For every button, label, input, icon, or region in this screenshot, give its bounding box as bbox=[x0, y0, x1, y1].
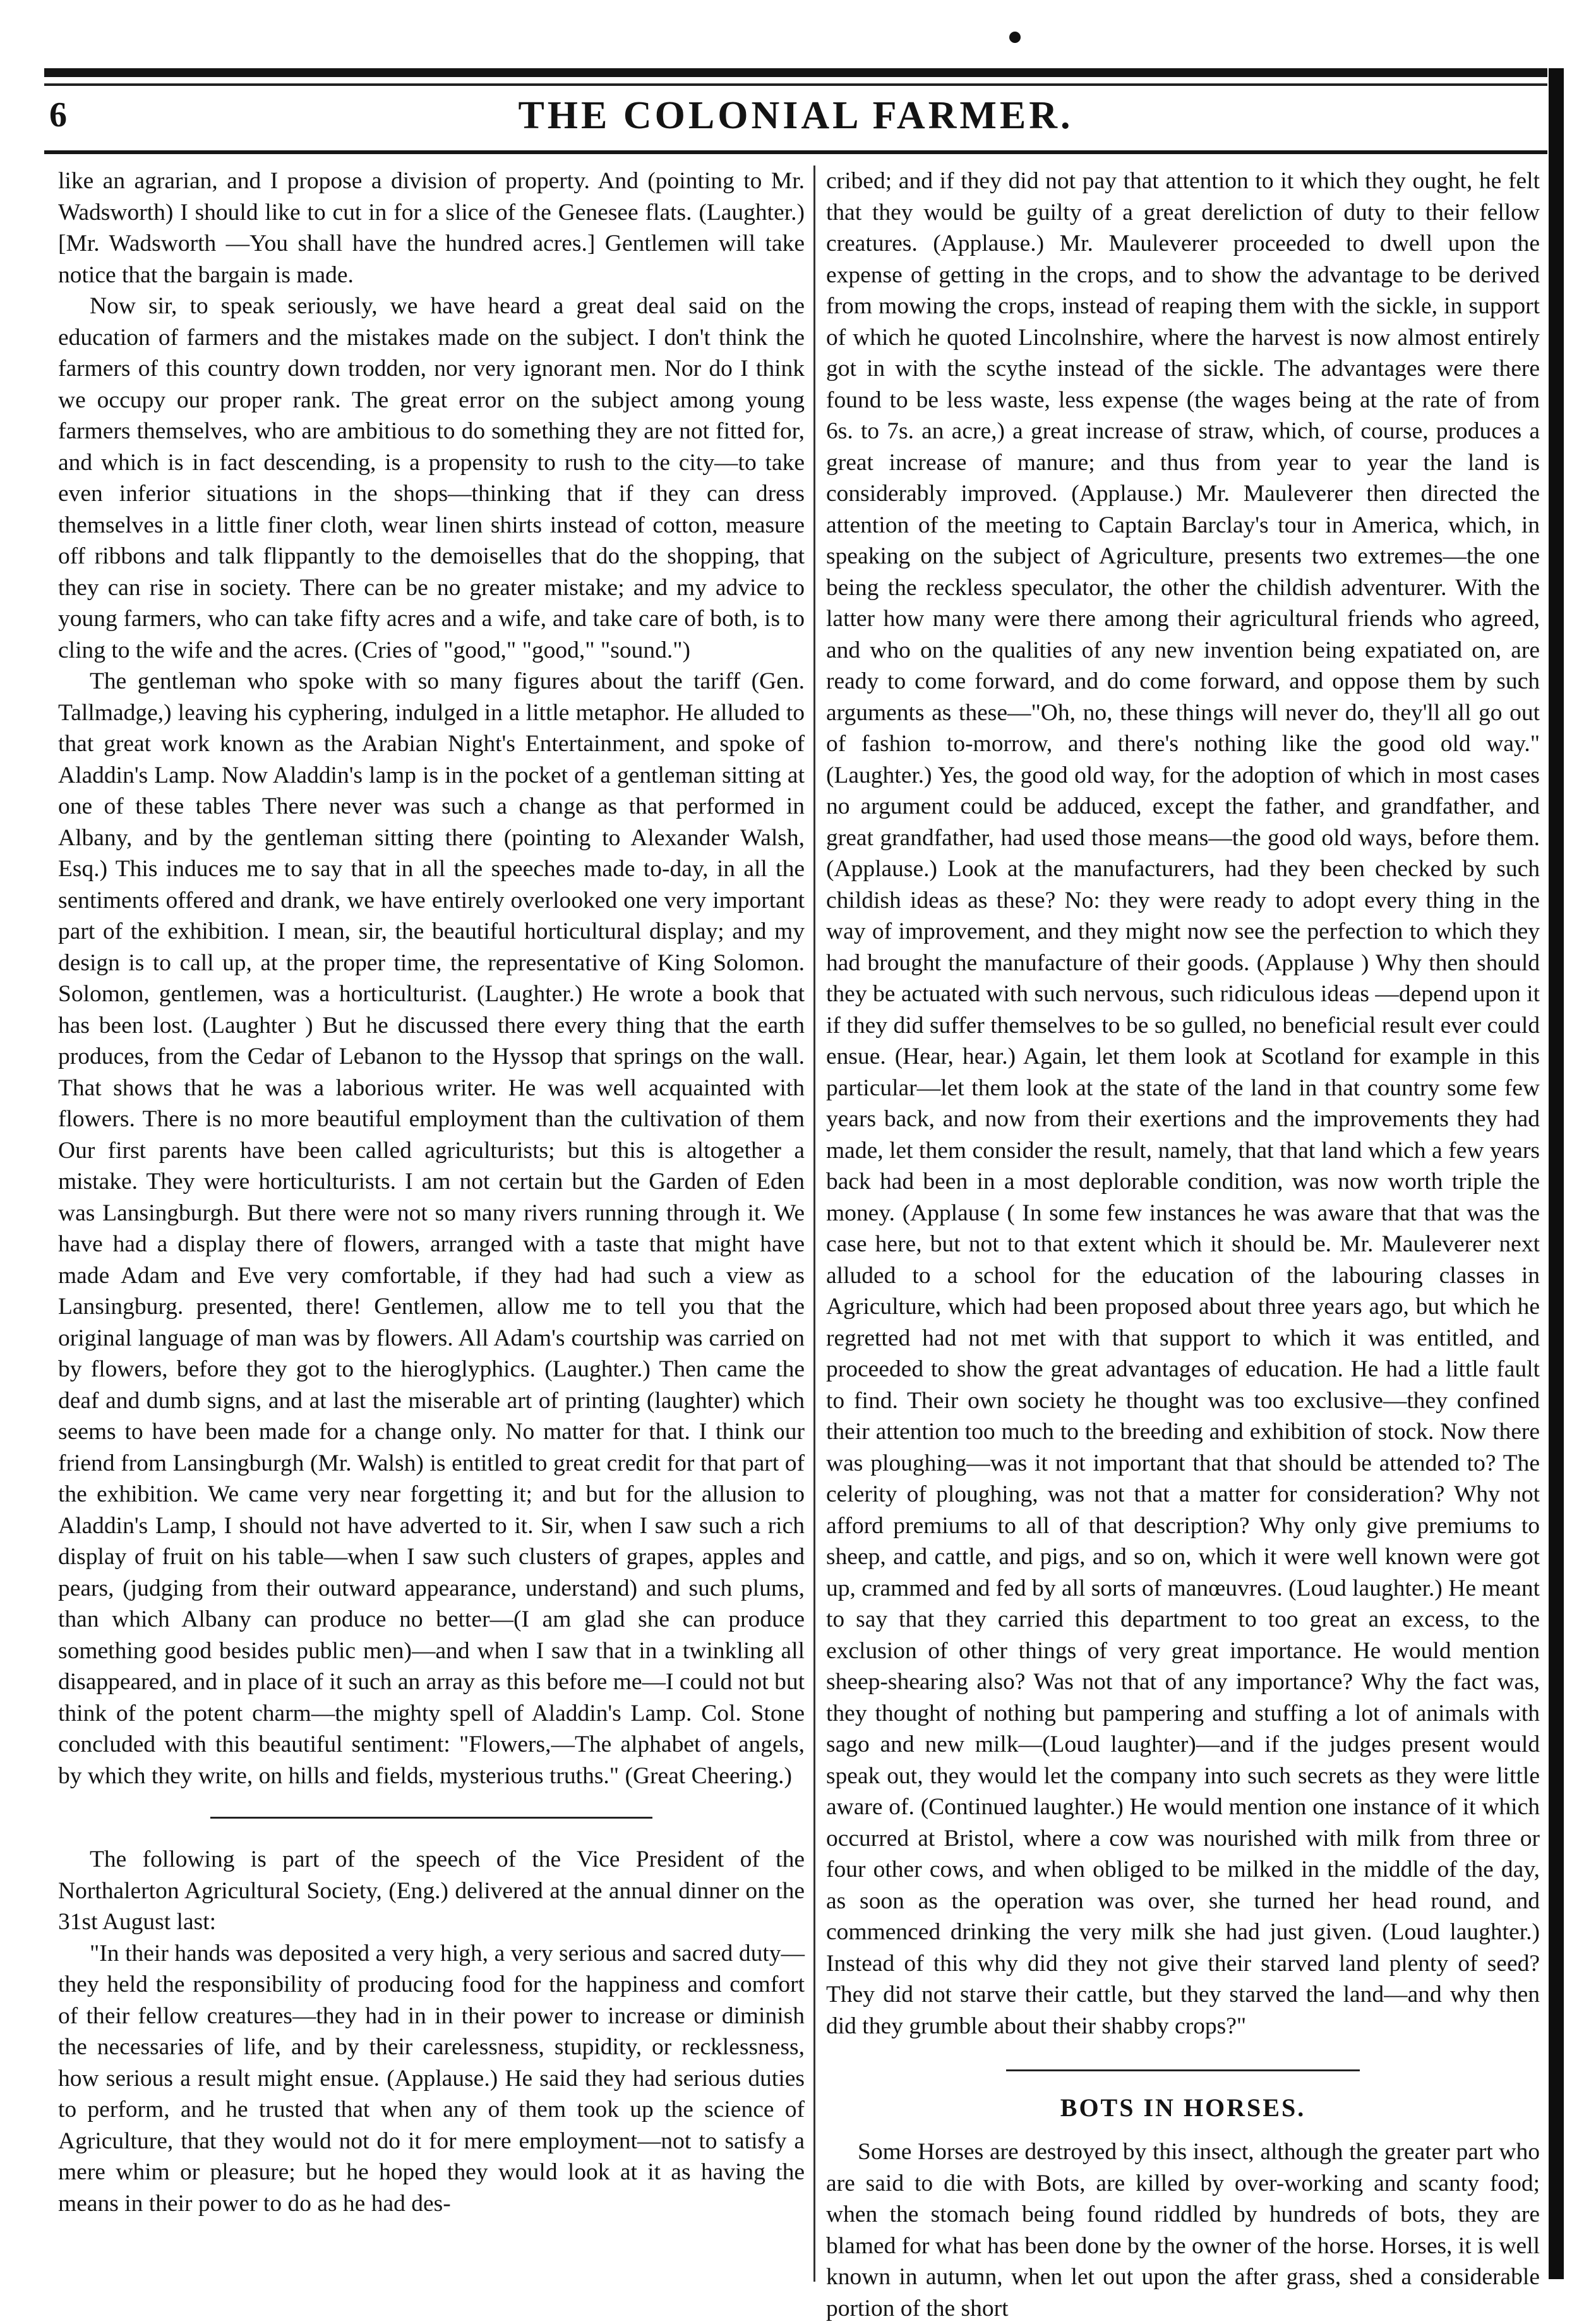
paragraph: Now sir, to speak seriously, we have heard a great deal said on the education of farmers and the mistakes made on the subject. I don't think the farmers of this country down trodden, nor very ignorant men. Nor do I think we occupy our proper rank. The great error on the subject among young farmers themselves, who are ambitious to do something they are not fitted for, and which is in fact descending, is a propensity to rush to the city—to take even inferior situations in the shops—thinking that if they can dress themselves in a little finer cloth, wear linen shirts instead of cotton, measure off ribbons and talk flippantly to the demoiselles that do the shopping, that they can rise in society. There can be no greater mistake; and my advice to young farmers, who can take fifty acres and a wife, and take care of both, is to cling to the wife and the acres. (Cries of "good," "good," "sound.") bbox=[58, 293, 805, 663]
top-thin-rule bbox=[44, 83, 1547, 86]
top-thick-rule bbox=[44, 68, 1547, 77]
header-rule bbox=[44, 150, 1547, 154]
left-column bbox=[58, 166, 805, 2288]
section-heading: BOTS IN HORSES. bbox=[1060, 2093, 1306, 2122]
ink-dot bbox=[1009, 32, 1021, 43]
page-header bbox=[44, 90, 1547, 147]
column-divider bbox=[813, 166, 815, 2282]
section-paragraph: Some Horses are destroyed by this insect, although the greater part who are said to die with Bots, are killed by over-working and scanty food; when the stomach being found riddled by hundreds of bots, they are blamed for what has been done by the owner of the horse. Horses, it is well known in autumn, when let out upon the after grass, shed a considerable portion of the short bbox=[826, 2139, 1540, 2321]
page-number: 6 bbox=[49, 95, 67, 135]
paragraph: like an agrarian, and I propose a division of property. And (pointing to Mr. Wadsworth) I should like to cut in for a slice of the Genesee flats. (Laughter.) [Mr. Wadsworth —You shall have the hundred acres.] Gentlemen will take notice that the bargain is made. bbox=[58, 168, 805, 288]
section-divider bbox=[210, 1817, 652, 1819]
paragraph: The gentleman who spoke with so many figures about the tariff (Gen. Tallmadge,) leaving his cyphering, indulged in a little metaphor. He alluded to that great work known as the Arabian Night's Entertainment, and spoke of Aladdin's Lamp. Now Aladdin's lamp is in the pocket of a gentleman sitting at one of these tables There never was such a change as that performed in Albany, and by the gentleman sitting there (pointing to Alexander Walsh, Esq.) This induces me to say that in all the speeches made to-day, in all the sentiments offered and drank, we have entirely overlooked one very important part of the exhibition. I mean, sir, the beautiful horticultural display; and my design is to call up, at the proper time, the representative of King Solomon. Solomon, gentlemen, was a horticulturist. (Laughter.) He wrote a book that has been lost. (Laughter ) But he discussed there every thing that the earth produces, from the Cedar of Lebanon to the Hyssop that springs on the wall. That shows that he was a laborious writer. He was well acquainted with flowers. There is no more beautiful employment than the cultivation of them Our first parents have been called agriculturists; but this is altogether a mistake. They were horticulturists. I am not certain but the Garden of Eden was Lansingburgh. But there were not so many rivers running through it. We have had a display there of flowers, arranged with a taste that might have made Adam and Eve very comfortable, if they had had such a view as Lansingburg. presented, there! Gentlemen, allow me to tell you that the original language of man was by flowers. All Adam's courtship was carried on by flowers, before they got to the hieroglyphics. (Laughter.) Then came the deaf and dumb signs, and at last the miserable art of printing (laughter) which seems to have been made for a change only. No matter for that. I think our friend from Lansingburgh (Mr. Walsh) is entitled to great credit for that part of the exhibition. We came very near forgetting it; and but for the allusion to Aladdin's Lamp, I should not have adverted to it. Sir, when I saw such a rich display of fruit on his table—when I saw such clusters of grapes, apples and pears, (judging from their outward appearance, understand) and such plums, than which Albany can produce no better—(I am glad she can produce something good besides public men)—and when I saw that in a twinkling all disappeared, and in place of it such an array as this before me—I could not but think of the potent charm—the mighty spell of Aladdin's Lamp. Col. Stone concluded with this beautiful sentiment: "Flowers,—The alphabet of angels, by which they write, on hills and fields, mysterious truths." (Great Cheering.) bbox=[58, 668, 805, 1789]
paragraph: cribed; and if they did not pay that attention to it which they ought, he felt that they would be guilty of a great dereliction of duty to their fellow creatures. (Applause.) Mr. Mauleverer proceeded to dwell upon the expense of getting in the crops, and to show the advantage to be derived from mowing the crops, instead of reaping them with the sickle, in support of which he quoted Lincolnshire, where the harvest is now almost entirely got in with the scythe instead of the sickle. The advantages were there found to be less waste, less expense (the wages being at the rate of from 6s. to 7s. an acre,) a great increase of straw, which, of course, produces a great increase of manure; and thus from year to year the land is considerably improved. (Applause.) Mr. Mauleverer then directed the attention of the meeting to Captain Barclay's tour in America, which, in speaking on the subject of Agriculture, presents two extremes—the one being the reckless speculator, the other the childish adventurer. With the latter how many were there among their agricultural friends who agreed, and who on the qualities of any new invention being expatiated on, are ready to come forward, and do come forward, and oppose them by such arguments as these—"Oh, no, these things will never do, they'll all go out of fashion to-morrow, and there's nothing like the good old way." (Laughter.) Yes, the good old way, for the adoption of which in most cases no argument could be adduced, except the father, and grandfather, and great grandfather, had used those means—the good old ways, before them. (Applause.) Look at the manufacturers, had they been checked by such childish ideas as these? No: they were ready to adopt every thing in the way of improvement, and they might now see the perfection to which they had brought the manufacture of their goods. (Applause ) Why then should they be actuated with such nervous, such ridiculous ideas —depend upon it if they did suffer themselves to be so gulled, no beneficial result ever could ensue. (Hear, hear.) Again, let them look at Scotland for example in this particular—let them look at the state of the land in that country some few years back, and now from their exertions and the improvements they had made, let them consider the result, namely, that that land which a few years back had been in a most deplorable condition, was now worth triple the money. (Applause ( In some few instances he was aware that that was the case here, but not to that extent which it should be. Mr. Mauleverer next alluded to a school for the education of the labouring classes in Agriculture, which had been proposed about three years ago, but which he regretted had not met with that support to which it was entitled, and proceeded to show the great advantages of education. He had a little fault to find. Their own society he thought was too exclusive—they confined their attention too much to the breeding and exhibition of stock. Now there was ploughing—was it not important that that should be attended to? The celerity of ploughing, was not that a matter for consideration? Why not afford premiums to all of that description? Why only give premiums to sheep, and cattle, and pigs, and so on, which it were well known were got up, crammed and fed by all sorts of manœuvres. (Loud laughter.) He meant to say that they carried this department to too great an excess, to the exclusion of other things of very great importance. He would mention sheep-shearing also? Was not that of any importance? Why the fact was, they thought of nothing but pampering and stuffing a lot of animals with sago and new milk—(Loud laughter)—and if the judges present would speak out, they would let the company into such secrets as they were little aware of. (Continued laughter.) He would mention one instance of it which occurred at Bristol, where a cow was nourished with milk from three or four other cows, and when obliged to be milked in the middle of the day, as soon as the operation was over, she turned her head round, and commenced drinking the very milk she had just given. (Loud laughter.) Instead of this why did they not give their starved land plenty of seed? They did not starve their cattle, but they starved the land—and why then did they grumble about their shabby crops?" bbox=[826, 168, 1540, 2039]
binding-edge bbox=[1549, 68, 1564, 2279]
intro-paragraph: The following is part of the speech of the Vice President of the Northalerton Agricultural Society, (Eng.) delivered at the annual dinner on the 31st August last: bbox=[58, 1846, 805, 1935]
section-divider bbox=[1006, 2069, 1360, 2071]
speech-paragraph: "In their hands was deposited a very high, a very serious and sacred duty—they held the responsibility of producing food for the happiness and comfort of their fellow creatures—they had in in their power to increase or diminish the necessaries of life, and by their carelessness, stupidity, or recklessness, how serious a result might ensue. (Applause.) He said they had serious duties to perform, and he trusted that when any of them took up the science of Agriculture, that they would not do it for mere employment—not to satisfy a mere whim or pleasure; but he hoped they would look at it as having the means in their power to do as he had des- bbox=[58, 1940, 805, 2217]
right-column bbox=[826, 166, 1540, 2321]
masthead-title: THE COLONIAL FARMER. bbox=[518, 94, 1074, 137]
